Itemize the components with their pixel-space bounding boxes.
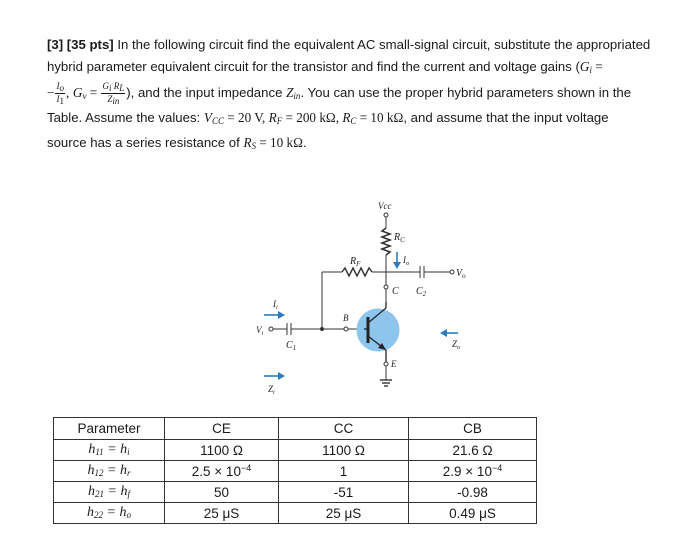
ce-value: 25 μS: [165, 503, 279, 524]
vi-label: $V_i$: [256, 325, 264, 337]
zi-arrow: [278, 372, 285, 380]
hybrid-parameter-table: [53, 417, 537, 524]
param-name: $h_{21} = h_f$: [54, 482, 165, 503]
header-cb: CB: [409, 418, 537, 440]
problem-line-1: [3] [35 pts] In the following circuit find the equivalent AC small-signal circuit, substitute the appropriated: [47, 37, 651, 52]
cc-value: 25 μS: [279, 503, 409, 524]
cc-value: 1: [279, 461, 409, 482]
header-ce: CE: [165, 418, 279, 440]
emitter-label: E: [391, 359, 397, 369]
cb-value: $2.9 \times 10^{-4}$: [409, 461, 537, 482]
cb-value: 21.6 Ω: [409, 440, 537, 461]
rf-label: $R_F$: [350, 256, 361, 268]
ce-value: 50: [165, 482, 279, 503]
base-terminal: [344, 327, 348, 331]
io-arrow: [393, 262, 401, 269]
problem-label: [3] [35 pts]: [47, 37, 114, 52]
ii-label: $I_i$: [273, 299, 278, 311]
table-row: [54, 503, 537, 524]
problem-line-3: − $\frac{I_o}{I_1}$ , $G_v$ = $\frac{G_i R_L}{Z_{in}}$ ), and the input impedance $Z_{in}$. You can use the proper hybrid parameters shown in the: [47, 81, 632, 106]
problem-line-2: hybrid parameter equivalent circuit for the transistor and find the current and voltage gains ($G_i$ =: [47, 59, 603, 75]
ii-arrow: [278, 311, 285, 319]
voltage-gain-fraction: $\frac{G_i R_L}{Z_{in}}$: [102, 81, 125, 106]
zo-arrow: [440, 329, 447, 337]
vcc-label: Vcc: [378, 201, 392, 211]
header-cc: CC: [279, 418, 409, 440]
io-label: $I_o$: [403, 255, 409, 267]
header-parameter: Parameter: [54, 418, 165, 440]
circuit-diagram: [240, 190, 480, 400]
emitter-terminal: [384, 362, 388, 366]
table-row: [54, 482, 537, 503]
vcc-terminal: [384, 213, 388, 217]
cb-value: -0.98: [409, 482, 537, 503]
cc-value: 1100 Ω: [279, 440, 409, 461]
param-name: $h_{11} = h_i$: [54, 440, 165, 461]
rf-resistor: [342, 268, 372, 276]
table-header-row: [54, 418, 537, 440]
ce-value: 1100 Ω: [165, 440, 279, 461]
zi-label: $Z_i$: [268, 384, 275, 396]
table-row: [54, 440, 537, 461]
rc-label: $R_C$: [394, 232, 405, 244]
param-name: $h_{12} = h_r$: [54, 461, 165, 482]
problem-line-4: Table. Assume the values: $V_{CC} = 20$ V, $R_F = 200$ kΩ, $R_C = 10$ kΩ, and assume that the input voltage: [47, 109, 609, 126]
cb-value: 0.49 μS: [409, 503, 537, 524]
param-name: $h_{22} = h_o$: [54, 503, 165, 524]
ce-value: $2.5 \times 10^{-4}$: [165, 461, 279, 482]
c1-label: $C_1$: [286, 340, 297, 352]
rc-resistor: [382, 228, 390, 255]
base-label: B: [343, 313, 349, 323]
current-gain-fraction: $\frac{I_o}{I_1}$: [56, 81, 64, 106]
table-row: [54, 461, 537, 482]
vo-terminal: [450, 270, 454, 274]
cc-value: -51: [279, 482, 409, 503]
collector-label: C: [392, 286, 399, 297]
vo-label: $V_o$: [456, 268, 466, 280]
problem-line-5: source has a series resistance of $R_S = 10$ kΩ.: [47, 134, 307, 151]
problem-statement: [47, 34, 683, 157]
c2-label: $C_2$: [416, 286, 427, 298]
zo-label: $Z_o$: [452, 339, 461, 351]
vi-terminal: [269, 327, 273, 331]
